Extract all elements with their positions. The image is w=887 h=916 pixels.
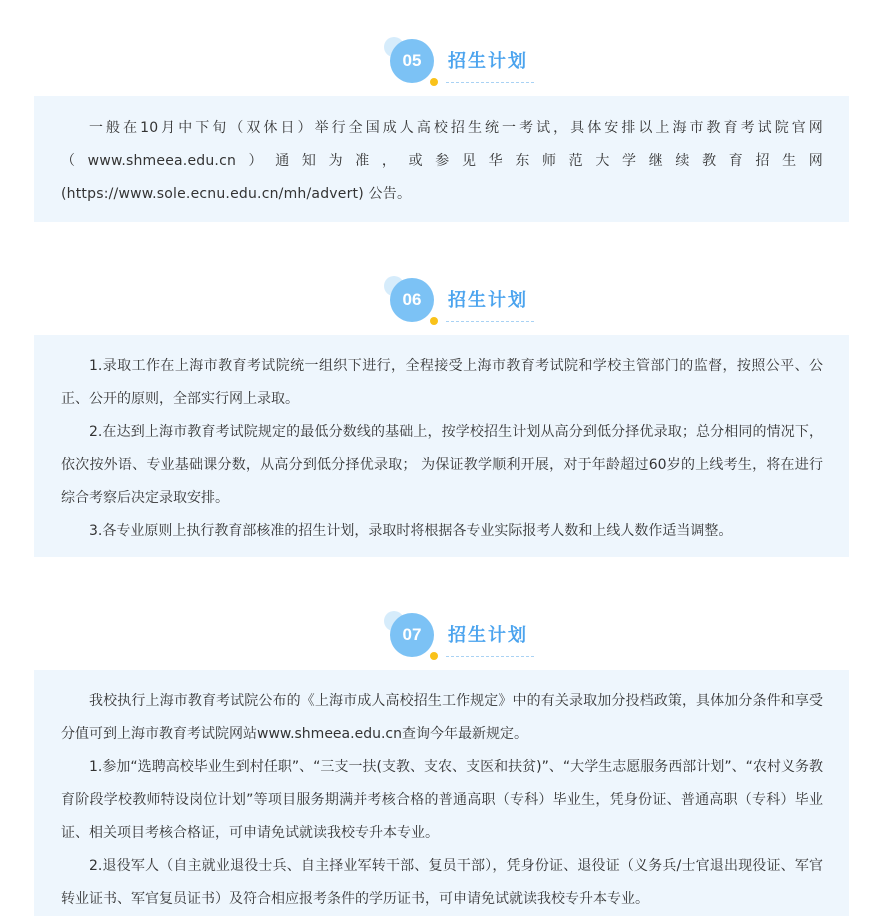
decor-dot bbox=[430, 78, 438, 86]
section-06-text bbox=[61, 350, 823, 548]
title-underline bbox=[446, 321, 534, 322]
paragraph: 2.在达到上海市教育考试院规定的最低分数线的基础上，按学校招生计划从高分到低分择优录取；总分相同的情况下，依次按外语、专业基础课分数，从高分到低分择优录取； 为保证教学顺利开展，对于年龄超过60岁的上线考生，将在进行综合考察后决定录取安排。 bbox=[61, 424, 823, 506]
section-title: 招生计划 bbox=[448, 625, 528, 646]
paragraph: 一般在10月中下旬（双休日）举行全国成人高校招生统一考试，具体安排以上海市教育考试院官网（www.shmeea.edu.cn）通知为准，或参见华东师范大学继续教育招生网(https://www.sole.ecnu.edu.cn/mh/advert) 公告。 bbox=[61, 120, 823, 202]
paragraph: 3.各专业原则上执行教育部核准的招生计划，录取时将根据各专业实际报考人数和上线人数作适当调整。 bbox=[89, 523, 733, 539]
section-number-badge: 06 bbox=[390, 278, 434, 322]
decor-dot bbox=[430, 317, 438, 325]
section-number-badge: 05 bbox=[390, 39, 434, 83]
title-underline bbox=[446, 656, 534, 657]
paragraph: 1.参加“选聘高校毕业生到村任职”、“三支一扶(支教、支农、支医和扶贫)”、“大学生志愿服务西部计划”、“农村义务教育阶段学校教师特设岗位计划”等项目服务期满并考核合格的普通高职（专科）毕业生，凭身份证、普通高职（专科）毕业证、相关项目考核合格证，可申请免试就读我校专升本专业。 bbox=[61, 759, 823, 841]
paragraph: 2.退役军人（自主就业退役士兵、自主择业军转干部、复员干部），凭身份证、退役证（义务兵/士官退出现役证、军官转业证书、军官复员证书）及符合相应报考条件的学历证书，可申请免试就读我校专升本专业。 bbox=[61, 858, 823, 907]
paragraph: 1.录取工作在上海市教育考试院统一组织下进行，全程接受上海市教育考试院和学校主管部门的监督，按照公平、公正、公开的原则，全部实行网上录取。 bbox=[61, 358, 823, 407]
decor-dot bbox=[430, 652, 438, 660]
paragraph: 我校执行上海市教育考试院公布的《上海市成人高校招生工作规定》中的有关录取加分投档政策，具体加分条件和享受分值可到上海市教育考试院网站www.shmeea.edu.cn查询今年最新规定。 bbox=[61, 693, 823, 742]
section-07-text bbox=[61, 685, 823, 916]
section-title: 招生计划 bbox=[448, 51, 528, 72]
section-number-badge: 07 bbox=[390, 613, 434, 657]
section-05-text bbox=[61, 112, 823, 211]
section-title: 招生计划 bbox=[448, 290, 528, 311]
title-underline bbox=[446, 82, 534, 83]
